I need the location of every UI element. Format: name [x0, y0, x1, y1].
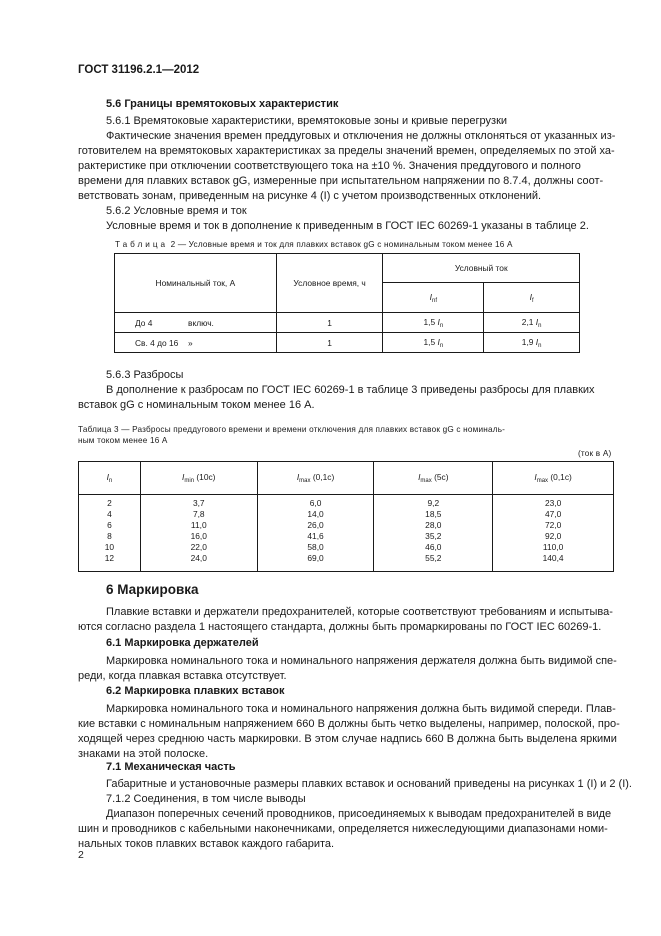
- section-6-2-line-3: ходящей через среднюю часть маркировки. В этом случае надпись 660 В должна быть выделена яркими: [78, 733, 617, 745]
- table-row: [79, 495, 614, 572]
- section-6-title: 6 Маркировка: [106, 582, 199, 597]
- page-number: 2: [78, 849, 84, 861]
- table-2-head-cond-current: Условный ток: [383, 254, 580, 283]
- table-2-cell-range: Св. 4 до 16 »: [115, 333, 277, 353]
- table-2-head-if: $I_f$: [484, 283, 580, 313]
- table-2-cell-inf: 1,5 $I_n$: [383, 333, 484, 353]
- section-5-6-2-title: 5.6.2 Условные время и ток: [106, 205, 247, 217]
- table-row: [115, 313, 580, 333]
- document-header: ГОСТ 31196.2.1—2012: [78, 64, 200, 76]
- table-3-head-imax-01s-2: $I_{max}$ (0,1с): [493, 462, 614, 495]
- section-6-intro-line-2: ются согласно раздела 1 настоящего стандарта, должны быть промаркированы по ГОСТ IEC 60269-1.: [78, 621, 602, 633]
- table-3-caption-line-2: ным током менее 16 А: [78, 436, 168, 445]
- table-3-col-imax-01s-2: 23,0 47,0 72,0 92,0 110,0 140,4: [493, 495, 614, 572]
- section-5-6-title: 5.6 Границы времятоковых характеристик: [106, 98, 339, 110]
- section-7-1-2-line-3: нальных токов плавких вставок каждого габарита.: [78, 838, 335, 850]
- table-3-col-imax-01s: 6,0 14,0 26,0 41,6 58,0 69,0: [257, 495, 374, 572]
- table-3: [78, 461, 614, 572]
- table-3-caption-line-1: 3 — Разбросы преддугового времени и времени отключения для плавких вставок gG с номиналь-: [114, 425, 506, 434]
- table-2-head-current: Номинальный ток, А: [115, 254, 277, 313]
- table-2-cell-time: 1: [276, 313, 383, 333]
- section-6-2-title: 6.2 Маркировка плавких вставок: [106, 685, 285, 697]
- section-6-2-line-1: Маркировка номинального тока и номинального напряжения должна быть видимой спереди. Плав-: [106, 703, 616, 715]
- table-row: [115, 333, 580, 353]
- section-5-6-1-line-1: Фактические значения времен преддуговых и отключения не должны отклоняться от указанных из-: [106, 130, 616, 142]
- section-5-6-1-line-3: рактеристике при отключении соответствующего тока на ±10 %. Значения преддугового и полного: [78, 160, 581, 172]
- section-5-6-3-title: 5.6.3 Разбросы: [106, 369, 184, 381]
- section-6-2-line-2: кие вставки с номинальным напряжением 660 В должны быть четко выделены, например, полоской, про-: [78, 718, 620, 730]
- table-2-cell-inf: 1,5 $I_n$: [383, 313, 484, 333]
- section-7-1-text: Габаритные и установочные размеры плавких вставок и оснований приведены на рисунках 1 (I) и 2 (I).: [106, 778, 632, 790]
- section-5-6-1-line-2: готовителем на времятоковых характеристиках за пределы значений времен, определяемых по этой ха-: [78, 145, 615, 157]
- section-7-1-2-line-2: шин и проводников с кабельными наконечниками, определяется нижеследующими диапазонами номи-: [78, 823, 608, 835]
- table-2-cell-range: До 4 включ.: [115, 313, 277, 333]
- section-6-intro-line-1: Плавкие вставки и держатели предохранителей, которые соответствуют требованиям и испытыва-: [106, 606, 613, 618]
- table-3-col-in: 2 4 6 8 10 12: [79, 495, 141, 572]
- table-3-head-imax-01s: $I_{max}$ (0,1с): [257, 462, 374, 495]
- table-3-head-in: $I_n$: [79, 462, 141, 495]
- section-5-6-1-line-4: времени для плавких вставок gG, измеренные при испытательном напряжении по 8.7.4, должны соот-: [78, 175, 604, 187]
- section-5-6-3-line-2: вставок gG с номинальным током менее 16 А.: [78, 399, 315, 411]
- table-2: [114, 253, 580, 353]
- section-6-1-title: 6.1 Маркировка держателей: [106, 637, 259, 649]
- table-3-head-imin-10s: $I_{min}$ (10с): [140, 462, 257, 495]
- table-3-unit-note: (ток в А): [578, 449, 612, 458]
- table-3-caption: [78, 425, 505, 434]
- table-2-caption-text: 2 — Условные время и ток для плавких вставок gG с номинальным током менее 16 А: [170, 240, 513, 249]
- section-6-2-line-4: знаками на этой полоске.: [78, 748, 209, 760]
- section-6-1-line-2: реди, когда плавкая вставка отсутствует.: [78, 670, 287, 682]
- table-3-caption-label: Таблица: [78, 425, 112, 434]
- section-5-6-1-title: 5.6.1 Времятоковые характеристики, времятоковые зоны и кривые перегрузки: [106, 115, 508, 127]
- table-2-head-time: Условное время, ч: [276, 254, 383, 313]
- table-2-caption-label: Таблица: [115, 240, 169, 249]
- section-7-1-2-title: 7.1.2 Соединения, в том числе выводы: [106, 793, 306, 805]
- table-2-cell-if: 2,1 $I_n$: [484, 313, 580, 333]
- table-3-head-imax-5s: $I_{max}$ (5с): [374, 462, 493, 495]
- table-2-head-inf: $I_{nf}$: [383, 283, 484, 313]
- table-2-cell-if: 1,9 $I_n$: [484, 333, 580, 353]
- section-5-6-2-text: Условные время и ток в дополнение к приведенным в ГОСТ IEC 60269-1 указаны в таблице 2.: [106, 220, 589, 232]
- section-6-1-line-1: Маркировка номинального тока и номинального напряжения держателя должна быть видимой спе-: [106, 655, 617, 667]
- section-5-6-3-line-1: В дополнение к разбросам по ГОСТ IEC 60269-1 в таблице 3 приведены разбросы для плавких: [106, 384, 595, 396]
- table-3-col-imax-5s: 9,2 18,5 28,0 35,2 46,0 55,2: [374, 495, 493, 572]
- table-2-caption: [115, 240, 513, 249]
- section-5-6-1-line-5: ветствовать зонам, приведенным на рисунке 4 (I) с учетом производственных отклонений.: [78, 190, 542, 202]
- table-2-cell-time: 1: [276, 333, 383, 353]
- section-7-1-title: 7.1 Механическая часть: [106, 761, 236, 773]
- table-3-col-imin-10s: 3,7 7,8 11,0 16,0 22,0 24,0: [140, 495, 257, 572]
- section-7-1-2-line-1: Диапазон поперечных сечений проводников, присоединяемых к выводам предохранителей в виде: [106, 808, 612, 820]
